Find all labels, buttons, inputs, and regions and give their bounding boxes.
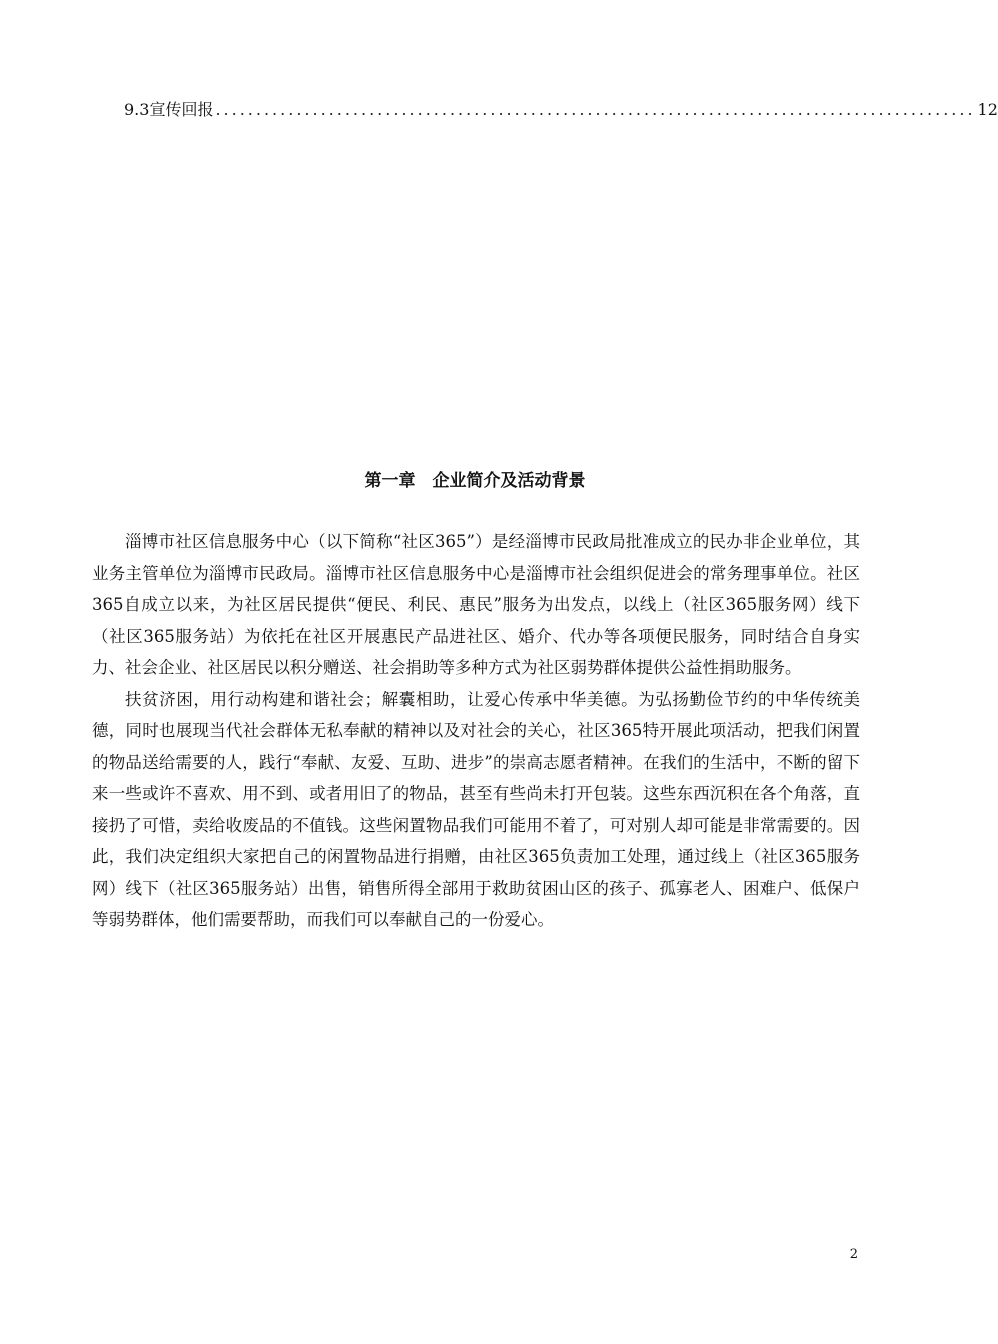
toc-entry[interactable] xyxy=(124,98,998,122)
toc-entry-label: 9.3宣传回报 xyxy=(124,100,214,119)
toc-entry-page-number: 12 xyxy=(977,100,998,119)
paragraph-background: 扶贫济困，用行动构建和谐社会；解囊相助，让爱心传承中华美德。为弘扬勤俭节约的中华传统美德，同时也展现当代社会群体无私奉献的精神以及对社会的关心，社区365特开展此项活动，把我们闲置的物品送给需要的人，践行“奉献、友爱、互助、进步”的崇高志愿者精神。在我们的生活中，不断的留下来一些或许不喜欢、用不到、或者用旧了的物品，甚至有些尚未打开包装。这些东西沉积在各个角落，直接扔了可惜，卖给收废品的不值钱。这些闲置物品我们可能用不着了，可对别人却可能是非常需要的。因此，我们决定组织大家把自己的闲置物品进行捐赠，由社区365负责加工处理，通过线上（社区365服务网）线下（社区365服务站）出售，销售所得全部用于救助贫困山区的孩子、孤寡老人、困难户、低保户等弱势群体，他们需要帮助，而我们可以奉献自己的一份爱心。 xyxy=(92,689,860,929)
chapter-body xyxy=(92,526,860,936)
toc-leader-dots: .............................................................................................. xyxy=(215,100,976,119)
paragraph-intro: 淄博市社区信息服务中心（以下简称“社区365”）是经淄博市民政局批准成立的民办非企业单位，其业务主管单位为淄博市民政局。淄博市社区信息服务中心是淄博市社会组织促进会的常务理事单位。社区365自成立以来，为社区居民提供“便民、利民、惠民”服务为出发点，以线上（社区365服务网）线下（社区365服务站）为依托在社区开展惠民产品进社区、婚介、代办等各项便民服务，同时结合自身实力、社会企业、社区居民以积分赠送、社会捐助等多种方式为社区弱势群体提供公益性捐助服务。 xyxy=(92,532,860,677)
chapter-title: 第一章 企业简介及活动背景 xyxy=(364,471,586,491)
page-number: 2 xyxy=(849,1247,858,1262)
